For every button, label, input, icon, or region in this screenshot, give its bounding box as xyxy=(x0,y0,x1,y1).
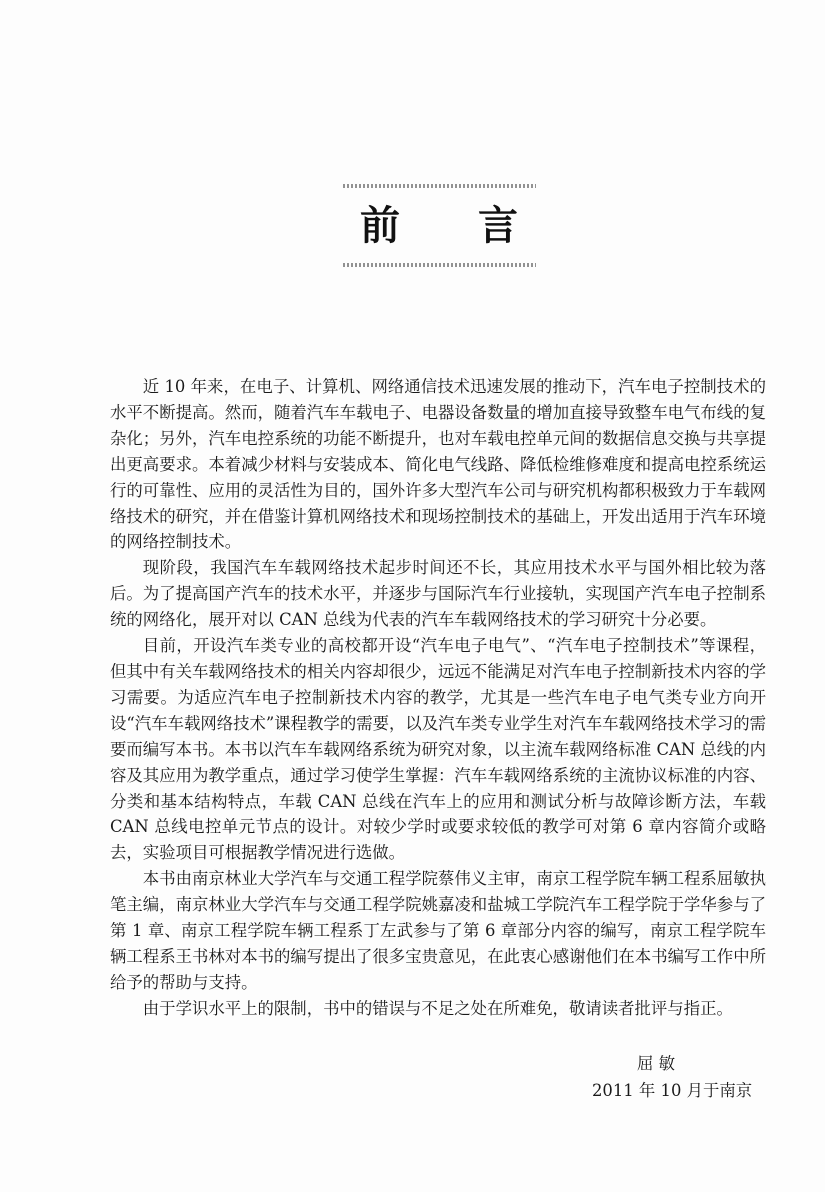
paragraph: 目前，开设汽车类专业的高校都开设“汽车电子电气”、“汽车电子控制技术”等课程，但其中有关车载网络技术的相关内容却很少，远远不能满足对汽车电子控制新技术内容的学习需要。为适应汽车电子控制新技术内容的教学，尤其是一些汽车电子电气类专业方向开设“汽车车载网络技术”课程教学的需要，以及汽车类专业学生对汽车车载网络技术学习的需要而编写本书。本书以汽车车载网络系统为研究对象，以主流车载网络标准 CAN 总线的内容及其应用为教学重点，通过学习使学生掌握：汽车车载网络系统的主流协议标准的内容、分类和基本结构特点，车载 CAN 总线在汽车上的应用和测试分析与故障诊断方法，车载 CAN 总线电控单元节点的设计。对较少学时或要求较低的教学可对第 6 章内容简介或略去，实验项目可根据教学情况进行选做。 xyxy=(110,636,766,863)
page-title xyxy=(0,196,825,256)
paragraph: 现阶段，我国汽车车载网络技术起步时间还不长，其应用技术水平与国外相比较为落后。为了提高国产汽车的技术水平，并逐步与国际汽车行业接轨，实现国产汽车电子控制系统的网络化，展开对以 CAN 总线为代表的汽车车载网络技术的学习研究十分必要。 xyxy=(110,558,766,630)
title-char-2: 言 xyxy=(478,202,518,249)
title-char-1: 前 xyxy=(360,202,400,249)
heading-rule-bottom xyxy=(343,263,536,267)
signature-date: 2011 年 10 月于南京 xyxy=(592,1081,753,1100)
paragraph: 近 10 年来，在电子、计算机、网络通信技术迅速发展的推动下，汽车电子控制技术的水平不断提高。然而，随着汽车车载电子、电器设备数量的增加直接导致整车电气布线的复杂化；另外，汽车电控系统的功能不断提升，也对车载电控单元间的数据信息交换与共享提出更高要求。本着减少材料与安装成本、简化电气线路、降低检维修难度和提高电控系统运行的可靠性、应用的灵活性为目的，国外许多大型汽车公司与研究机构都积极致力于车载网络技术的研究，并在借鉴计算机网络技术和现场控制技术的基础上，开发出适用于汽车环境的网络控制技术。 xyxy=(110,377,766,552)
heading-rule-top xyxy=(343,184,536,188)
paragraph: 本书由南京林业大学汽车与交通工程学院蔡伟义主审，南京工程学院车辆工程系屈敏执笔主编，南京林业大学汽车与交通工程学院姚嘉凌和盐城工学院汽车工程学院于学华参与了第 1 章、南京工程学院车辆工程系丁左武参与了第 6 章部分内容的编写，南京工程学院车辆工程系王书林对本书的编写提出了很多宝贵意见，在此衷心感谢他们在本书编写工作中所给予的帮助与支持。 xyxy=(110,869,766,992)
author-signature: 屈 敏 xyxy=(637,1054,675,1073)
preface-body xyxy=(110,374,766,1022)
paragraph: 由于学识水平上的限制，书中的错误与不足之处在所难免，敬请读者批评与指正。 xyxy=(142,998,733,1018)
